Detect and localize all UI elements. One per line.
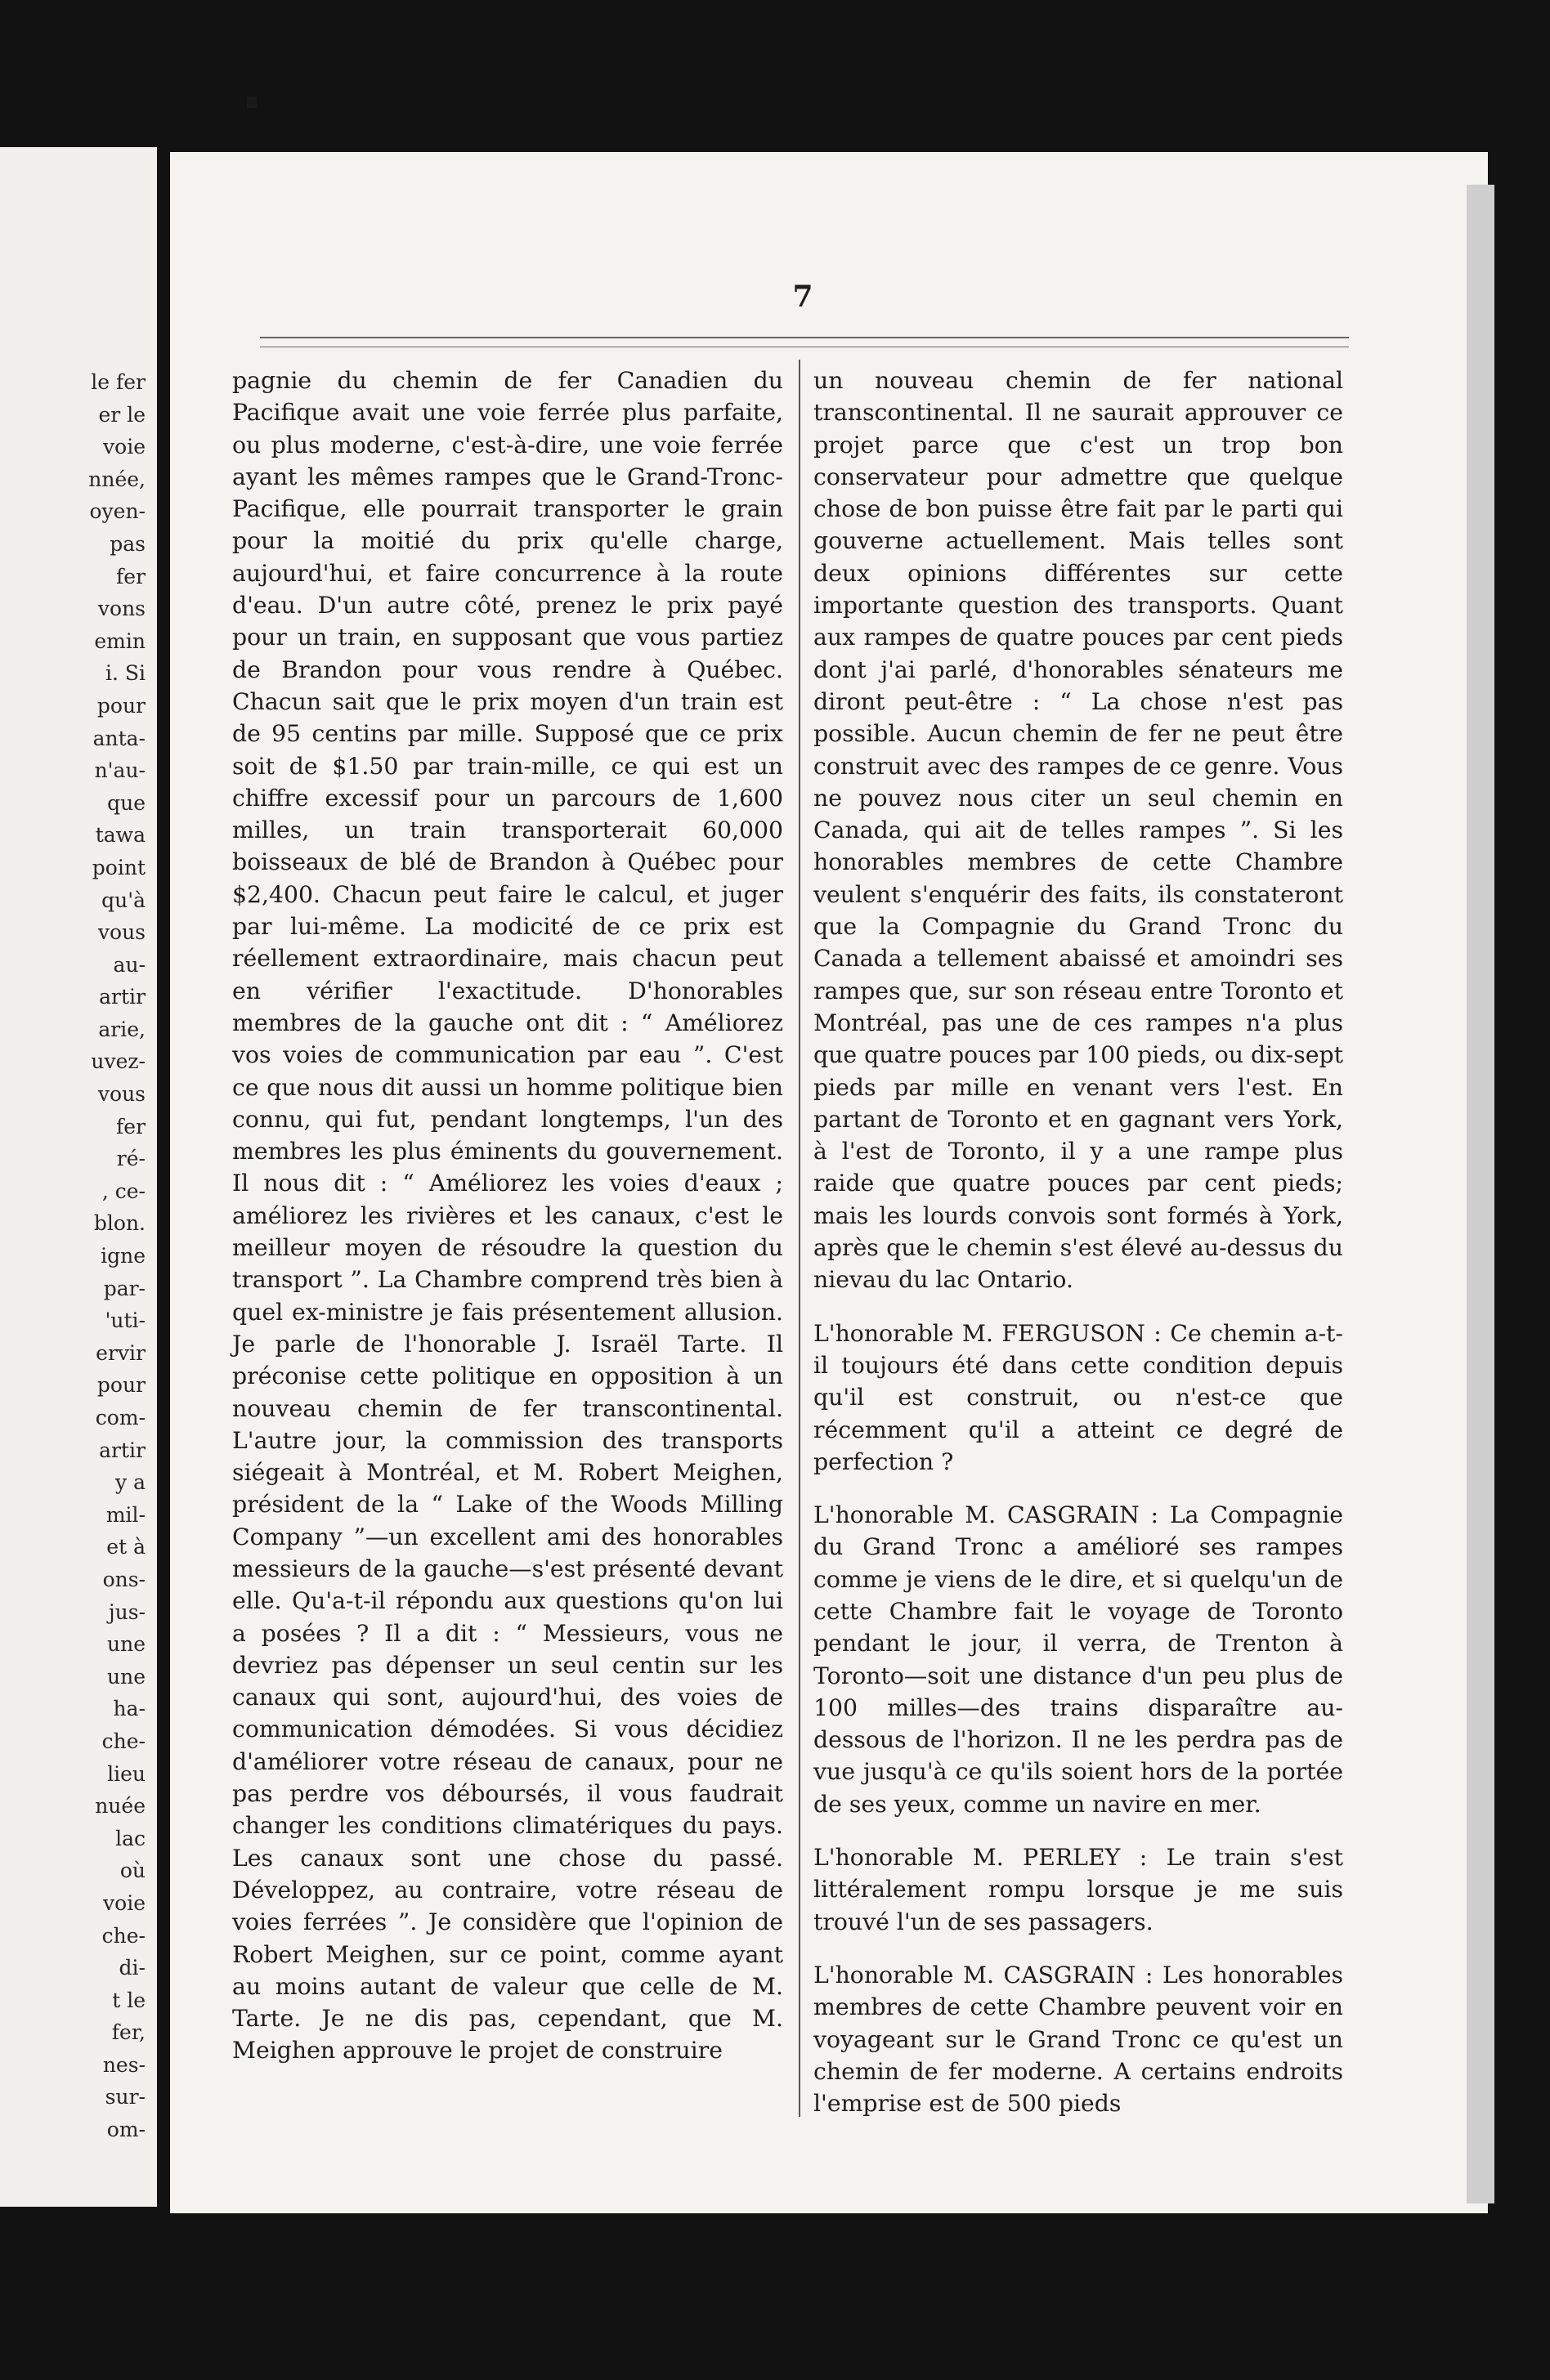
previous-page-line: y a bbox=[115, 1470, 146, 1495]
previous-page-line: pour bbox=[96, 1373, 146, 1398]
previous-page-line: voie bbox=[103, 1890, 146, 1915]
previous-page-line: anta- bbox=[92, 726, 146, 750]
previous-page-line: mil- bbox=[105, 1502, 146, 1527]
previous-page-line: , ce- bbox=[101, 1179, 146, 1203]
previous-page-text bbox=[88, 366, 146, 2146]
previous-page-line: et à bbox=[106, 1535, 146, 1559]
previous-page-line: ervir bbox=[96, 1340, 146, 1365]
previous-page-line: n'au- bbox=[94, 758, 146, 783]
previous-page-line: oyen- bbox=[89, 499, 146, 524]
previous-page-line: tawa bbox=[95, 823, 146, 848]
previous-page-line: artir bbox=[99, 1438, 146, 1462]
previous-page-line: artir bbox=[99, 985, 146, 1009]
paragraph: L'honorable M. CASGRAIN : La Compagnie du Grand Tronc a amélioré ses rampes comme je viens de le dire, et si quelqu'un de cette Chambre fait le voyage de Toronto pendant le jour, il verra, de Trenton à Toronto—soit une distance d'un peu plus de 100 milles—des trains disparaître au-dessous de l'horizon. Il ne les perdra pas de vue jusqu'à ce qu'ils soient hors de la portée de ses yeux, comme un navire en mer. bbox=[813, 1501, 1343, 1818]
previous-page-line: vous bbox=[97, 920, 146, 945]
previous-page-line: vous bbox=[97, 1082, 146, 1107]
page-number: 7 bbox=[792, 280, 813, 314]
paragraph: L'honorable M. CASGRAIN : Les honorables membres de cette Chambre peuvent voir en voyageant sur le Grand Tronc ce qu'est un chemin de fer moderne. A certains endroits l'emprise est de 500 pieds bbox=[813, 1961, 1343, 2118]
previous-page-line: sur- bbox=[105, 2085, 146, 2109]
previous-page-line: t le bbox=[112, 1988, 146, 2012]
previous-page-line: uvez- bbox=[91, 1049, 146, 1074]
previous-page-line: om- bbox=[106, 2118, 146, 2142]
previous-page-line: lieu bbox=[107, 1761, 146, 1786]
previous-page-line: igne bbox=[101, 1244, 146, 1268]
previous-page-line: le fer bbox=[91, 370, 146, 394]
paragraph: L'honorable M. FERGUSON : Ce chemin a-t-il toujours été dans cette condition depuis qu'il est construit, ou n'est-ce que récemment qu'il a atteint ce degré de perfection ? bbox=[813, 1319, 1343, 1475]
previous-page-line: une bbox=[107, 1632, 146, 1657]
previous-page-line: ré- bbox=[116, 1147, 146, 1171]
previous-page-line: pour bbox=[96, 693, 146, 718]
previous-page-line: au- bbox=[113, 952, 146, 977]
header-rule-top bbox=[260, 337, 1349, 338]
previous-page-line: di- bbox=[119, 1956, 146, 1980]
previous-page-line: er le bbox=[98, 402, 146, 427]
previous-page-line: che- bbox=[101, 1923, 146, 1948]
previous-page-line: voie bbox=[103, 435, 146, 459]
previous-page-line: arie, bbox=[98, 1017, 146, 1041]
previous-page-line: fer bbox=[116, 1114, 146, 1139]
previous-page-line: jus- bbox=[108, 1599, 146, 1624]
right-column bbox=[813, 365, 1343, 2119]
paragraph: un nouveau chemin de fer national transcontinental. Il ne saurait approuver ce projet parce que c'est un trop bon conservateur pour admettre que quelque chose de bon puisse être fait par le parti qui gouverne actuellement. Mais telles sont deux opinions différentes sur cette importante question des transports. Quant aux rampes de quatre pouces par cent pieds dont j'ai parlé, d'honorables sénateurs me diront peut-être : “ La chose n'est pas possible. Aucun chemin de fer ne peut être construit avec des rampes de ce genre. Vous ne pouvez nous citer un seul chemin en Canada, qui ait de telles rampes ”. Si les honorables membres de cette Chambre veulent s'enquérir des faits, ils constateront que la Compagnie du Grand Tronc du Canada a tellement abaissé et amoindri ses rampes que, sur son réseau entre Toronto et Montréal, pas une de ces rampes n'a plus que quatre pouces par 100 pieds, ou dix-sept pieds par mille en venant vers l'est. En partant de Toronto et en gagnant vers York, à l'est de Toronto, il y a une rampe plus raide que quatre pouces par cent pieds; mais les lourds convois sont formés à York, après que le chemin s'est élevé au-dessus du nievau du lac Ontario. bbox=[813, 367, 1343, 1294]
previous-page-line: blon. bbox=[93, 1211, 146, 1236]
previous-page-line: 'uti- bbox=[105, 1309, 146, 1333]
previous-page-line: ha- bbox=[113, 1697, 146, 1721]
left-column bbox=[232, 365, 783, 2067]
previous-page-line: i. Si bbox=[105, 661, 146, 686]
previous-page-line: nuée bbox=[95, 1794, 146, 1819]
previous-page-line: que bbox=[107, 790, 146, 815]
previous-page-line: ons- bbox=[102, 1567, 146, 1591]
page-edge-shadow bbox=[1467, 185, 1494, 2203]
previous-page-line: vons bbox=[97, 597, 146, 621]
column-divider bbox=[799, 360, 800, 2117]
previous-page-edge bbox=[0, 147, 157, 2207]
previous-page-line: fer bbox=[116, 564, 146, 588]
previous-page-line: com- bbox=[95, 1406, 146, 1429]
previous-page-line: où bbox=[119, 1859, 146, 1883]
previous-page-line: nes- bbox=[102, 2052, 146, 2077]
previous-page-line: lac bbox=[115, 1826, 146, 1850]
paragraph: L'honorable M. PERLEY : Le train s'est littéralement rompu lorsque je me suis trouvé l'un de ses passagers. bbox=[813, 1844, 1343, 1935]
previous-page-line: une bbox=[107, 1664, 146, 1689]
previous-page-line: pas bbox=[110, 531, 146, 556]
previous-page-line: che- bbox=[101, 1729, 146, 1753]
previous-page-line: point bbox=[92, 855, 146, 879]
previous-page-line: qu'à bbox=[101, 888, 146, 912]
previous-page-line: par- bbox=[103, 1276, 146, 1300]
previous-page-line: emin bbox=[94, 629, 146, 653]
scan-speck bbox=[247, 96, 257, 108]
previous-page-line: fer, bbox=[111, 2020, 146, 2045]
previous-page-line: nnée, bbox=[88, 467, 146, 491]
left-column-text: pagnie du chemin de fer Canadien du Pacifique avait une voie ferrée plus parfaite, ou plus moderne, c'est-à-dire, une voie ferrée ayant les mêmes rampes que le Grand-Tronc-Pacifique, elle pourrait transporter le grain pour la moitié du prix qu'elle charge, aujourd'hui, et faire concurrence à la route d'eau. D'un autre côté, prenez le prix payé pour un train, en supposant que vous partiez de Brandon pour vous rendre à Québec. Chacun sait que le prix moyen d'un train est de 95 centins par mille. Supposé que ce prix soit de $1.50 par train-mille, ce qui est un chiffre excessif pour un parcours de 1,600 milles, un train transporterait 60,000 boisseaux de blé de Brandon à Québec pour $2,400. Chacun peut faire le calcul, et juger par lui-même. La modicité de ce prix est réellement extraordinaire, mais chacun peut en vérifier l'exactitude. D'honorables membres de la gauche ont dit : “ Améliorez vos voies de communication par eau ”. C'est ce que nous dit aussi un homme politique bien connu, qui fut, pendant longtemps, l'un des membres les plus éminents du gouvernement. Il nous dit : “ Améliorez les voies d'eaux ; améliorez les rivières et les canaux, c'est le meilleur moyen de résoudre la question du transport ”. La Chambre comprend très bien à quel ex-ministre je fais présentement allusion. Je parle de l'honorable J. Israël Tarte. Il préconise cette politique en opposition à un nouveau chemin de fer transcontinental. L'autre jour, la commission des transports siégeait à Montréal, et M. Robert Meighen, président de la “ Lake of the Woods Milling Company ”—un excellent ami des honorables messieurs de la gauche—s'est présenté devant elle. Qu'a-t-il répondu aux questions qu'on lui a posées ? Il a dit : “ Messieurs, vous ne devriez pas dépenser un seul centin sur les canaux qui sont, aujourd'hui, des voies de communication démodées. Si vous décidiez d'améliorer votre réseau de canaux, pour ne pas perdre vos déboursés, il vous faudrait changer les conditions climatériques du pays. Les canaux sont une chose du passé. Développez, au contraire, votre réseau de voies ferrées ”. Je considère que l'opinion de Robert Meighen, sur ce point, comme ayant au moins autant de valeur que celle de M. Tarte. Je ne dis pas, cependant, que M. Meighen approuve le projet de construire bbox=[232, 367, 783, 2065]
